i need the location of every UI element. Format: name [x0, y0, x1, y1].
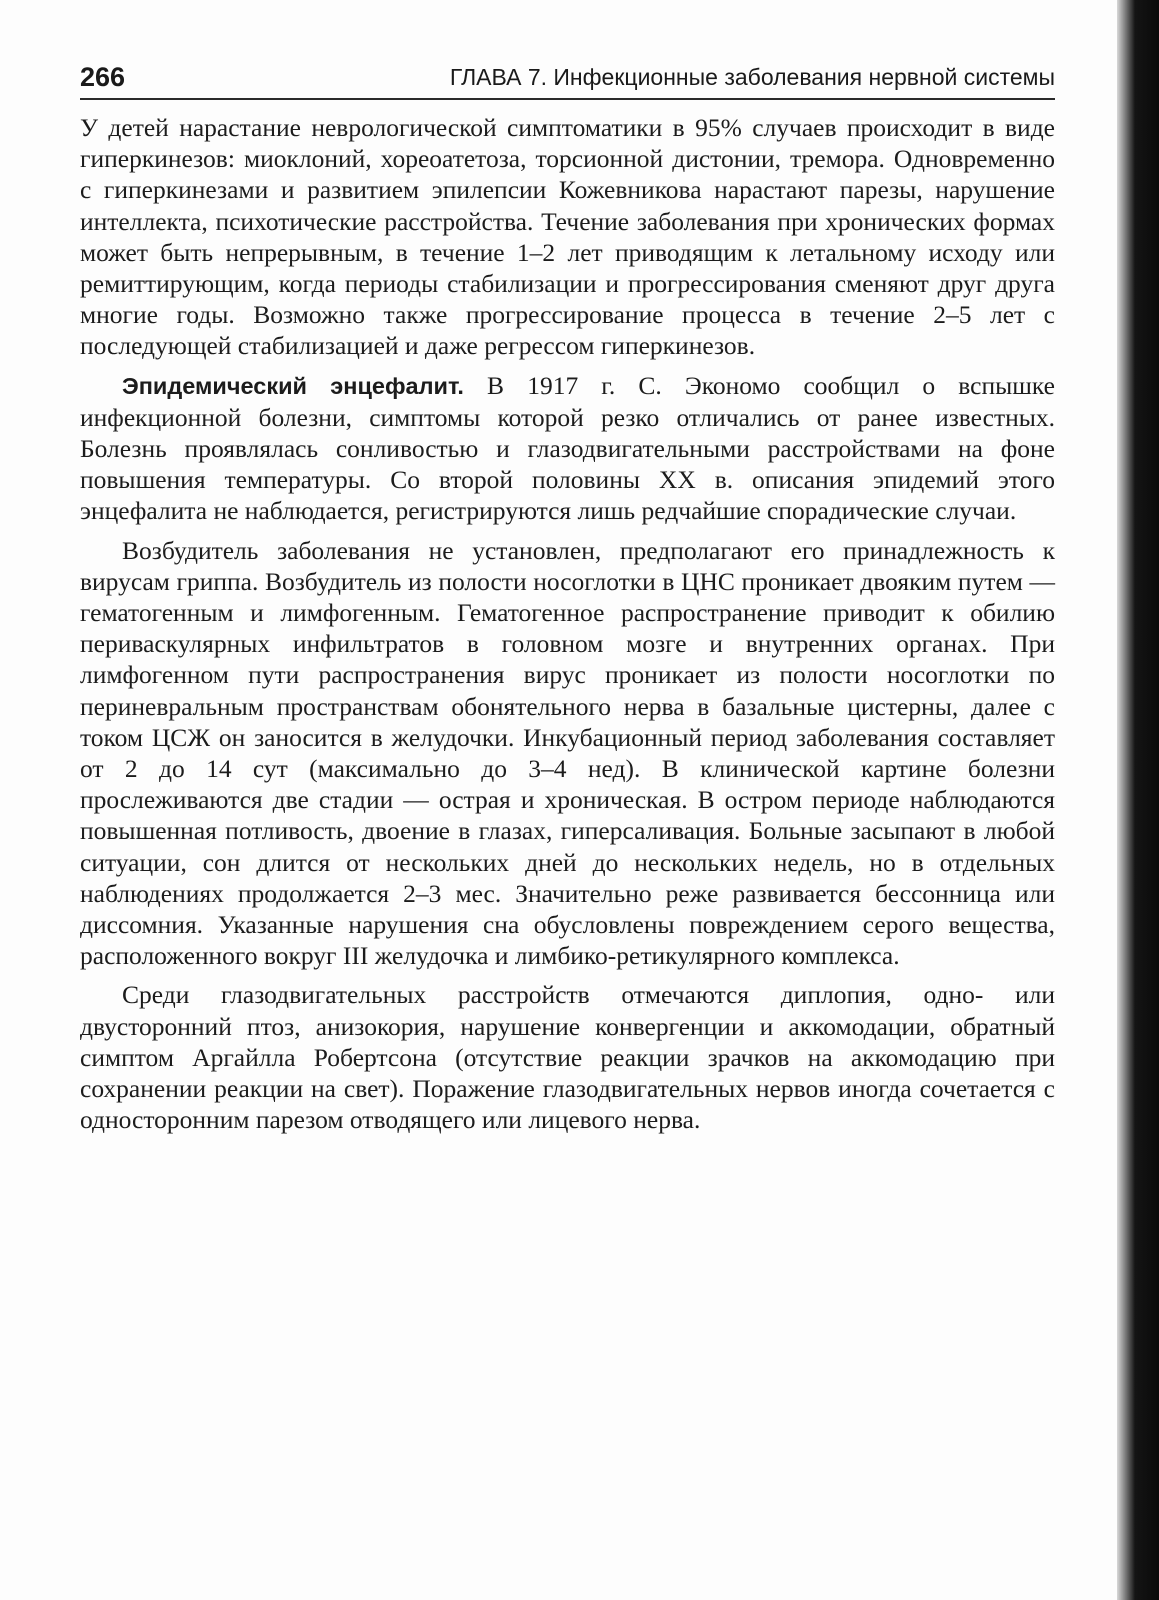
- body-text: [80, 112, 1055, 1136]
- paragraph-4-text: Среди глазодвигательных расстройств отмечаются диплопия, одно- или двусторонний птоз, анизокория, нарушение конвергенции и аккомодации, обратный симптом Аргайлла Робертсона (отсутствие реакции зрачков на аккомодацию при сохранении реакции на свет). Поражение глазодвигательных нервов иногда сочетается с односторонним парезом отводящего или лицевого нерва.: [80, 980, 1055, 1135]
- running-head: [80, 58, 1055, 100]
- paragraph-1-text: У детей нарастание неврологической симптоматики в 95% случаев происходит в виде гиперкинезов: миоклоний, хореоатетоза, торсионной дистонии, тремора. Одновременно с гиперкинезами и развитием эпилепсии Кожевникова нарастают парезы, нарушение интеллекта, психотические расстройства. Течение заболевания при хронических формах может быть непрерывным, в течение 1–2 лет приводящим к летальному исходу или ремиттирующим, когда периоды стабилизации и прогрессирования сменяют друг друга многие годы. Возможно также прогрессирование процесса в течение 2–5 лет с последующей стабилизацией и даже регрессом гиперкинезов.: [80, 113, 1055, 361]
- chapter-title: ГЛАВА 7. Инфекционные заболевания нервной системы: [449, 64, 1055, 90]
- paragraph-2-text: В 1917 г. С. Экономо сообщил о вспышке инфекционной болезни, симптомы которой резко отличались от ранее известных. Болезнь проявлялась сонливостью и глазодвигательными расстройствами на фоне повышения температуры. Со второй половины XX в. описания эпидемий этого энцефалита не наблюдается, регистрируются лишь редчайшие спорадические случаи.: [80, 370, 1055, 526]
- paragraph-2: [80, 370, 1055, 527]
- book-spine-shadow: [1117, 0, 1159, 1600]
- section-heading-epidemic-encephalitis: Эпидемический энцефалит.: [122, 372, 464, 399]
- paragraph-3: [80, 535, 1055, 972]
- paragraph-3-text: Возбудитель заболевания не установлен, предполагают его принадлежность к вирусам гриппа. Возбудитель из полости носоглотки в ЦНС проникает двояким путем — гематогенным и лимфогенным. Гематогенное распространение приводит к обилию периваскулярных инфильтратов в головном мозге и внутренних органах. При лимфогенном пути распространения вирус проникает из полости носоглотки по периневральным пространствам обонятельного нерва в базальные цистерны, далее с током ЦСЖ он заносится в желудочки. Инкубационный период заболевания составляет от 2 до 14 сут (максимально до 3–4 нед). В клинической картине болезни прослеживаются две стадии — острая и хроническая. В остром периоде наблюдаются повышенная потливость, двоение в глазах, гиперсаливация. Больные засыпают в любой ситуации, сон длится от нескольких дней до нескольких недель, но в отдельных наблюдениях продолжается 2–3 мес. Значительно реже развивается бессонница или диссомния. Указанные нарушения сна обусловлены повреждением серого вещества, расположенного вокруг III желудочка и лимбико-ретикулярного комплекса.: [80, 535, 1055, 971]
- paragraph-4: [80, 979, 1055, 1135]
- paragraph-1: [80, 112, 1055, 362]
- page-number: 266: [80, 62, 126, 92]
